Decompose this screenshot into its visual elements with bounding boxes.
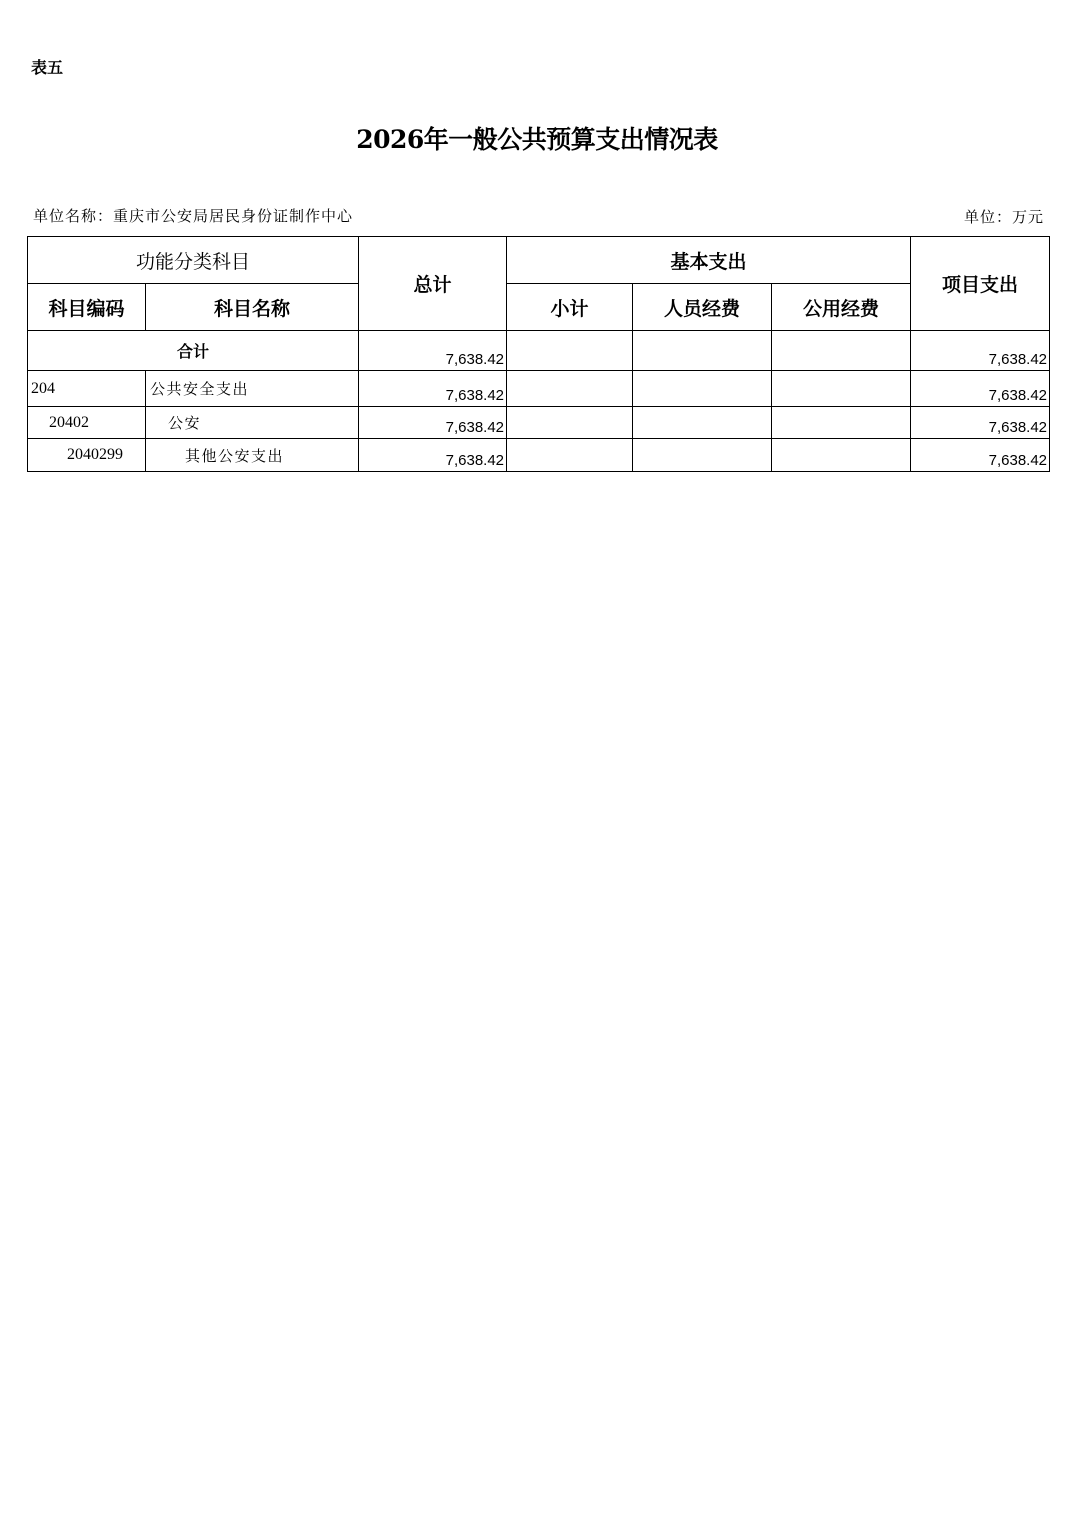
row-personnel xyxy=(633,371,772,407)
header-function-category: 功能分类科目 xyxy=(28,237,359,284)
row-total: 7,638.42 xyxy=(359,371,507,407)
budget-expense-table xyxy=(27,236,1050,472)
header-public-use: 公用经费 xyxy=(772,284,911,331)
header-subject-name: 科目名称 xyxy=(146,284,359,331)
row-name: 公共安全支出 xyxy=(146,371,359,407)
row-project: 7,638.42 xyxy=(911,371,1050,407)
table-row xyxy=(28,439,1050,472)
row-public-use xyxy=(772,371,911,407)
header-subtotal: 小计 xyxy=(507,284,633,331)
row-subtotal xyxy=(507,407,633,439)
total-row-project: 7,638.42 xyxy=(911,331,1050,371)
header-project-expense: 项目支出 xyxy=(911,237,1050,331)
total-row-total: 7,638.42 xyxy=(359,331,507,371)
row-personnel xyxy=(633,439,772,472)
row-name: 公安 xyxy=(146,407,359,439)
row-code: 204 xyxy=(28,371,146,407)
header-personnel: 人员经费 xyxy=(633,284,772,331)
row-public-use xyxy=(772,439,911,472)
table-row xyxy=(28,407,1050,439)
row-total: 7,638.42 xyxy=(359,407,507,439)
row-subtotal xyxy=(507,439,633,472)
currency-unit-label: 单位：万元 xyxy=(963,208,1044,226)
row-project: 7,638.42 xyxy=(911,439,1050,472)
total-row-personnel xyxy=(633,331,772,371)
total-row xyxy=(28,331,1050,371)
row-name: 其他公安支出 xyxy=(146,439,359,472)
row-code: 20402 xyxy=(28,407,146,439)
total-row-label: 合计 xyxy=(28,331,359,371)
row-personnel xyxy=(633,407,772,439)
header-total: 总计 xyxy=(359,237,507,331)
row-public-use xyxy=(772,407,911,439)
row-total: 7,638.42 xyxy=(359,439,507,472)
unit-name: 单位名称：重庆市公安局居民身份证制作中心 xyxy=(33,207,354,225)
row-subtotal xyxy=(507,371,633,407)
table-row xyxy=(28,371,1050,407)
header-basic-expense: 基本支出 xyxy=(507,237,911,284)
page-title: 2026年一般公共预算支出情况表 xyxy=(356,125,718,154)
row-code: 2040299 xyxy=(28,439,146,472)
total-row-subtotal xyxy=(507,331,633,371)
header-subject-code: 科目编码 xyxy=(28,284,146,331)
row-project: 7,638.42 xyxy=(911,407,1050,439)
total-row-public-use xyxy=(772,331,911,371)
table-number: 表五 xyxy=(31,58,64,77)
